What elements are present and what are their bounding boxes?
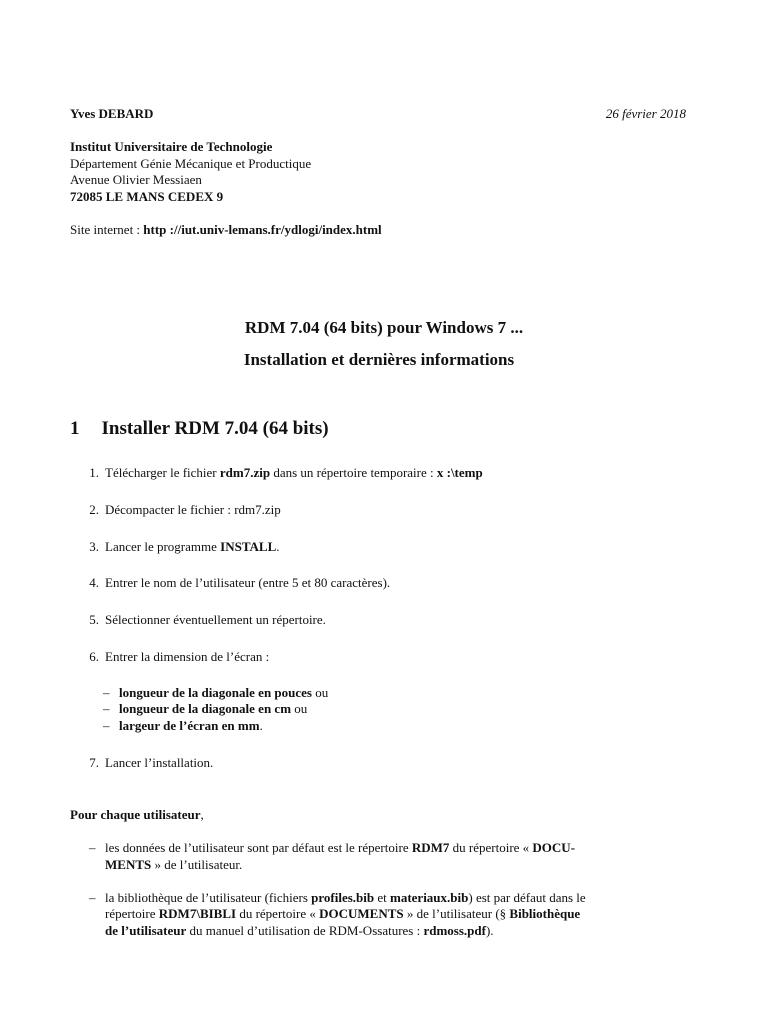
list-item: 2. Décompacter le fichier : rdm7.zip [89,502,281,517]
bullet-item-continuation: de l’utilisateur du manuel d’utilisation de RDM-Ossatures : rdmoss.pdf). [105,923,494,938]
bullet-item-continuation: MENTS » de l’utilisateur. [105,857,243,872]
list-item: 1. Télécharger le fichier rdm7.zip dans un répertoire temporaire : x :\temp [89,465,483,480]
institution-name: Institut Universitaire de Technologie [70,139,273,154]
document-date: 26 février 2018 [605,106,686,121]
document-subtitle: Installation et dernières informations [243,350,515,369]
website-link[interactable]: http ://iut.univ-lemans.fr/ydlogi/index.html [143,222,382,237]
list-item: 3. Lancer le programme INSTALL. [89,539,280,554]
list-item: 5. Sélectionner éventuellement un répertoire. [89,612,326,627]
city-address: 72085 LE MANS CEDEX 9 [70,189,224,204]
sub-list-item: – largeur de l’écran en mm. [103,718,263,733]
sub-list-item: – longueur de la diagonale en cm ou [103,701,308,716]
department-name: Département Génie Mécanique et Productique [70,156,312,171]
bullet-item: – les données de l’utilisateur sont par défaut est le répertoire RDM7 du répertoire « DOCU- [89,840,576,855]
section-heading [70,418,329,440]
list-item: 7. Lancer l’installation. [89,755,214,770]
user-heading: Pour chaque utilisateur, [70,807,204,822]
list-item: 4. Entrer le nom de l’utilisateur (entre 5 et 80 caractères). [89,575,391,590]
bullet-item: – la bibliothèque de l’utilisateur (fichiers profiles.bib et materiaux.bib) est par défaut dans le [89,890,586,905]
section-number: 1 [70,418,80,439]
website-label: Site internet : [70,222,144,237]
bullet-item-continuation: répertoire RDM7\BIBLI du répertoire « DOCUMENTS » de l’utilisateur (§ Bibliothèque [105,906,581,921]
street-address: Avenue Olivier Messiaen [70,172,202,187]
list-item: 6. Entrer la dimension de l’écran : [89,649,270,664]
website-line [70,222,382,238]
section-title: Installer RDM 7.04 (64 bits) [101,418,329,439]
author-name: Yves DEBARD [70,106,154,121]
document-title: RDM 7.04 (64 bits) pour Windows 7 ... [244,318,524,337]
sub-list-item: – longueur de la diagonale en pouces ou [103,685,329,700]
